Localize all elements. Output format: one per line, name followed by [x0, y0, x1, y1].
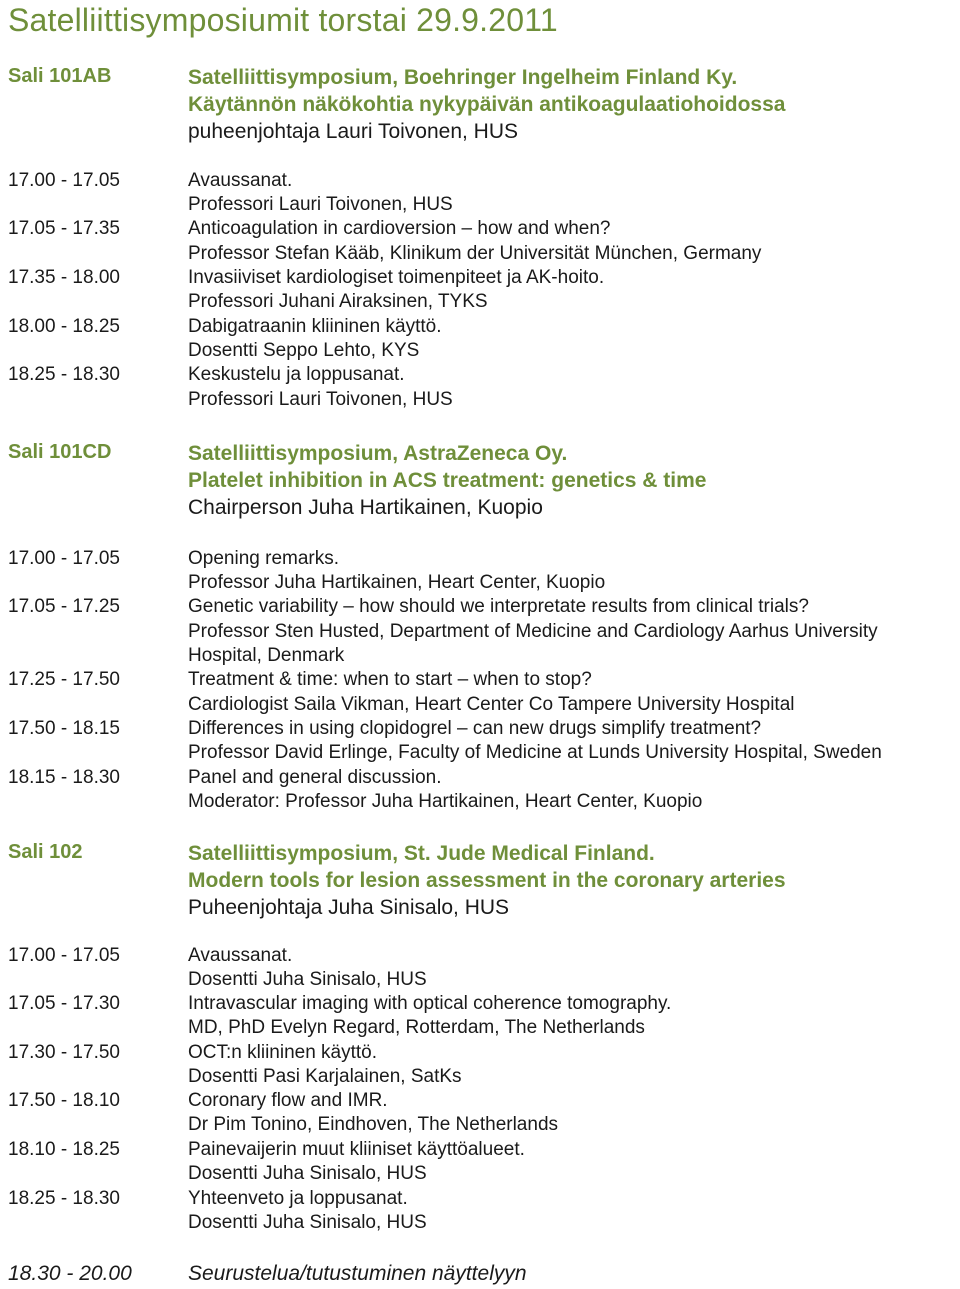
item-title: Anticoagulation in cardioversion – how and when? [188, 218, 611, 239]
item-title: Treatment & time: when to start – when to stop? [188, 669, 592, 690]
item-time: 17.50 - 18.10 [8, 1090, 120, 1111]
session-chair: puheenjohtaja Lauri Toivonen, HUS [188, 120, 519, 143]
item-time: 17.00 - 17.05 [8, 170, 120, 191]
item-title: Opening remarks. [188, 548, 340, 569]
item-title: OCT:n kliininen käyttö. [188, 1042, 378, 1063]
item-speaker: Dosentti Pasi Karjalainen, SatKs [188, 1066, 462, 1087]
item-title: Dabigatraanin kliininen käyttö. [188, 316, 442, 337]
item-speaker: Dosentti Juha Sinisalo, HUS [188, 969, 427, 990]
item-time: 17.25 - 17.50 [8, 669, 120, 690]
item-title: Differences in using clopidogrel – can new drugs simplify treatment? [188, 718, 762, 739]
item-speaker: Professori Juhani Airaksinen, TYKS [188, 291, 488, 312]
session-chair: Chairperson Juha Hartikainen, Kuopio [188, 496, 543, 519]
session-subheading: Käytännön näkökohtia nykypäivän antikoagulaatiohoidossa [188, 93, 786, 116]
item-time: 18.25 - 18.30 [8, 364, 120, 385]
session-chair: Puheenjohtaja Juha Sinisalo, HUS [188, 896, 510, 919]
session-heading: Satelliittisymposium, St. Jude Medical Finland. [188, 842, 655, 865]
item-time: 17.30 - 17.50 [8, 1042, 120, 1063]
item-speaker: Professor David Erlinge, Faculty of Medicine at Lunds University Hospital, Sweden [188, 742, 882, 763]
session-heading: Satelliittisymposium, AstraZeneca Oy. [188, 442, 568, 465]
item-time: 17.05 - 17.35 [8, 218, 120, 239]
session-room: Sali 101CD [8, 441, 112, 463]
item-time: 17.05 - 17.25 [8, 596, 120, 617]
item-speaker: Professori Lauri Toivonen, HUS [188, 389, 453, 410]
item-speaker: Professor Juha Hartikainen, Heart Center, Kuopio [188, 572, 606, 593]
item-time: 18.10 - 18.25 [8, 1139, 120, 1160]
item-time: 17.50 - 18.15 [8, 718, 120, 739]
item-title: Panel and general discussion. [188, 767, 442, 788]
item-speaker: Dr Pim Tonino, Eindhoven, The Netherlands [188, 1114, 559, 1135]
item-title: Yhteenveto ja loppusanat. [188, 1188, 408, 1209]
item-time: 18.15 - 18.30 [8, 767, 120, 788]
item-time: 17.00 - 17.05 [8, 945, 120, 966]
session-subheading: Modern tools for lesion assessment in the coronary arteries [188, 869, 786, 892]
item-time: 18.25 - 18.30 [8, 1188, 120, 1209]
item-title: Avaussanat. [188, 170, 293, 191]
item-speaker: Professori Lauri Toivonen, HUS [188, 194, 453, 215]
closing-time: 18.30 - 20.00 [8, 1262, 132, 1285]
item-title: Painevaijerin muut kliiniset käyttöalueet. [188, 1139, 525, 1160]
item-speaker: Dosentti Juha Sinisalo, HUS [188, 1163, 427, 1184]
item-title: Intravascular imaging with optical coherence tomography. [188, 993, 672, 1014]
session-room: Sali 102 [8, 841, 83, 863]
session-heading: Satelliittisymposium, Boehringer Ingelheim Finland Ky. [188, 66, 738, 89]
item-speaker: Professor Stefan Kääb, Klinikum der Universität München, Germany [188, 243, 762, 264]
item-speaker: Dosentti Seppo Lehto, KYS [188, 340, 420, 361]
item-time: 17.05 - 17.30 [8, 993, 120, 1014]
item-speaker: MD, PhD Evelyn Regard, Rotterdam, The Netherlands [188, 1017, 645, 1038]
session-room: Sali 101AB [8, 65, 112, 87]
item-title: Coronary flow and IMR. [188, 1090, 388, 1111]
page-title: Satelliittisymposiumit torstai 29.9.2011 [8, 2, 558, 38]
item-speaker: Dosentti Juha Sinisalo, HUS [188, 1212, 427, 1233]
item-speaker: Moderator: Professor Juha Hartikainen, Heart Center, Kuopio [188, 791, 703, 812]
item-speaker: Cardiologist Saila Vikman, Heart Center Co Tampere University Hospital [188, 694, 795, 715]
item-time: 18.00 - 18.25 [8, 316, 120, 337]
session-subheading: Platelet inhibition in ACS treatment: genetics & time [188, 469, 707, 492]
item-speaker: Professor Sten Husted, Department of Medicine and Cardiology Aarhus University [188, 621, 878, 642]
item-time: 17.35 - 18.00 [8, 267, 120, 288]
item-title: Invasiiviset kardiologiset toimenpiteet ja AK-hoito. [188, 267, 605, 288]
item-title: Avaussanat. [188, 945, 293, 966]
item-time: 17.00 - 17.05 [8, 548, 120, 569]
item-title: Keskustelu ja loppusanat. [188, 364, 405, 385]
item-title: Genetic variability – how should we interpretate results from clinical trials? [188, 596, 809, 617]
closing-title: Seurustelua/tutustuminen näyttelyyn [188, 1262, 527, 1285]
item-speaker-cont: Hospital, Denmark [188, 645, 345, 666]
